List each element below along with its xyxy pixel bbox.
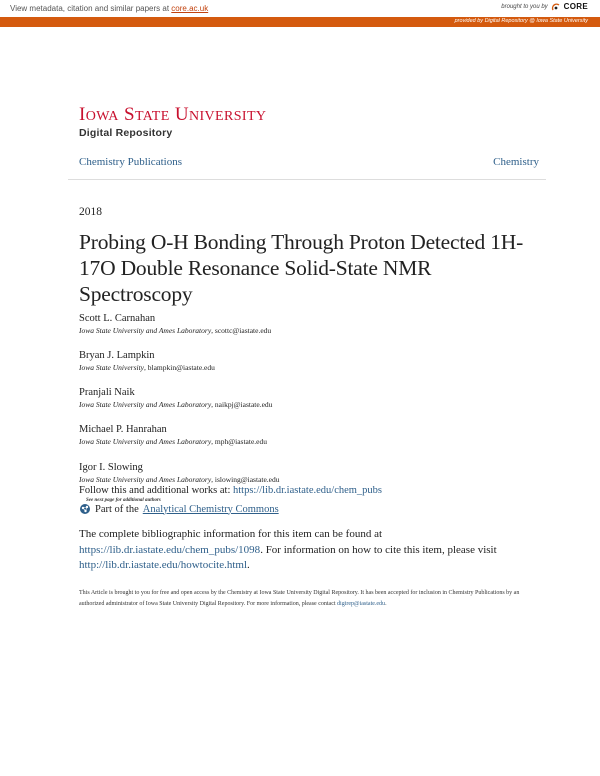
- contact-email-link[interactable]: digirep@iastate.edu: [337, 600, 386, 607]
- author-entry: [79, 461, 280, 485]
- item-link[interactable]: https://lib.dr.iastate.edu/chem_pubs/1098: [79, 543, 261, 556]
- author-name: Bryan J. Lampkin: [79, 350, 155, 361]
- chem-pubs-link[interactable]: https://lib.dr.iastate.edu/chem_pubs: [233, 485, 383, 496]
- logo-letter: U: [174, 104, 189, 125]
- author-affiliation: [79, 399, 272, 410]
- affiliation-institution: Iowa State University and Ames Laboratory: [79, 400, 212, 409]
- collection-nav: [79, 156, 539, 172]
- core-banner-label: View metadata, citation and similar papers at: [10, 4, 172, 13]
- author-entry: [79, 423, 267, 447]
- chemistry-publications-link[interactable]: Chemistry Publications: [79, 156, 182, 168]
- logo-word: OWA: [85, 109, 119, 124]
- citation-paragraph: [79, 527, 529, 574]
- part-of-text: Part of the: [95, 503, 139, 515]
- provided-by-text[interactable]: provided by Digital Repository @ Iowa State University: [454, 18, 588, 24]
- logo-word: NIVERSITY: [188, 109, 267, 124]
- network-icon: [79, 503, 91, 515]
- access-statement: [79, 588, 525, 609]
- additional-authors-note[interactable]: See next page for additional authors: [86, 498, 161, 503]
- citation-text: .: [247, 559, 250, 571]
- follow-text: Follow this and additional works at:: [79, 485, 233, 496]
- brought-to-you-text: brought to you by: [501, 3, 548, 10]
- affiliation-institution: Iowa State University and Ames Laboratory: [79, 475, 212, 484]
- follow-line: [79, 485, 382, 496]
- author-affiliation: [79, 362, 215, 373]
- author-name: Scott L. Carnahan: [79, 313, 156, 324]
- author-name: Igor I. Slowing: [79, 462, 143, 473]
- logo-word: TATE: [134, 109, 170, 124]
- logo-letter: I: [79, 104, 86, 125]
- author-entry: [79, 349, 215, 373]
- author-affiliation: [79, 474, 280, 485]
- isu-logo[interactable]: [79, 105, 266, 139]
- core-link[interactable]: core.ac.uk: [171, 4, 209, 13]
- author-email: , islowing@iastate.edu: [211, 475, 280, 484]
- analytical-chemistry-commons-link[interactable]: Analytical Chemistry Commons: [142, 503, 279, 515]
- core-logo-text: CORE: [563, 2, 588, 11]
- author-name: Pranjali Naik: [79, 387, 135, 398]
- author-affiliation: [79, 325, 271, 336]
- citation-text: . For information on how to cite this item, please visit: [260, 543, 497, 556]
- isu-logo-wordmark: [79, 105, 266, 126]
- how-to-cite-link[interactable]: http://lib.dr.iastate.edu/howtocite.html: [79, 559, 248, 571]
- part-of-line: [79, 503, 279, 515]
- footer-text: .: [385, 600, 387, 607]
- core-brand[interactable]: [501, 2, 588, 11]
- author-email: , blampkin@iastate.edu: [144, 363, 215, 372]
- digital-repository-label: Digital Repository: [79, 127, 173, 139]
- divider: [68, 179, 546, 180]
- chemistry-link[interactable]: Chemistry: [493, 156, 539, 168]
- author-email: , naikpj@iastate.edu: [211, 400, 273, 409]
- logo-letter: S: [123, 104, 135, 125]
- footer-text: This Article is brought to you for free and open access by the Chemistry at Iowa State University Digital Repository. It has been accepted for inclusion in Chemistry Publications by an authorized administrator of Iowa State University Digital Repository. For more information, please contact: [79, 590, 520, 607]
- author-email: , scottc@iastate.edu: [211, 326, 272, 335]
- core-banner: [0, 0, 600, 17]
- author-affiliation: [79, 436, 267, 447]
- author-entry: [79, 386, 272, 410]
- core-banner-text: [10, 4, 208, 13]
- article-title: Probing O-H Bonding Through Proton Detected 1H-17O Double Resonance Solid-State NMR Spectroscopy: [79, 230, 524, 306]
- provided-by-bar: [0, 17, 600, 27]
- author-email: , mph@iastate.edu: [211, 437, 268, 446]
- affiliation-institution: Iowa State University: [79, 363, 144, 372]
- author-name: Michael P. Hanrahan: [79, 424, 167, 435]
- publication-year: 2018: [79, 206, 102, 218]
- author-entry: [79, 312, 271, 336]
- citation-text: The complete bibliographic information for this item can be found at: [79, 528, 383, 540]
- core-logo-icon: [551, 3, 561, 11]
- affiliation-institution: Iowa State University and Ames Laboratory: [79, 326, 212, 335]
- affiliation-institution: Iowa State University and Ames Laboratory: [79, 437, 212, 446]
